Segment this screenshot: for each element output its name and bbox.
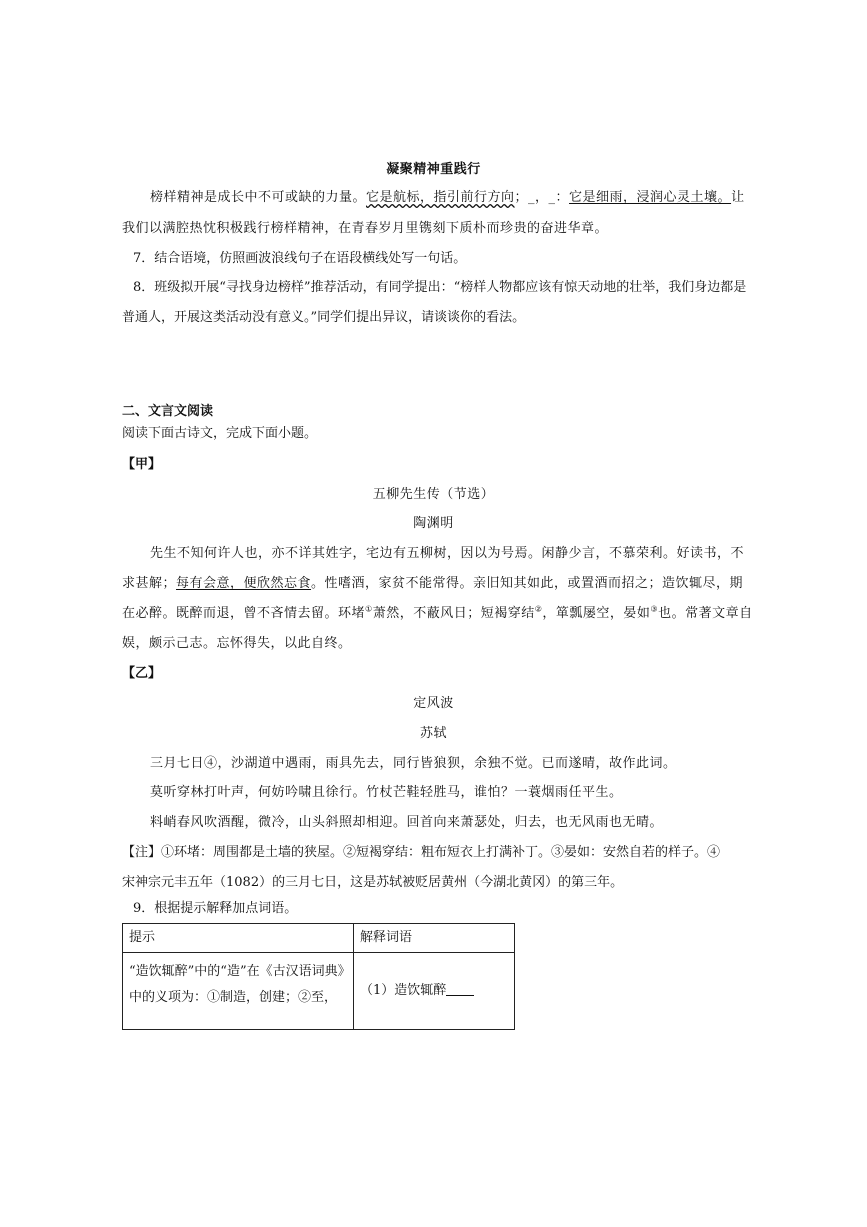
table-header-explain: 解释词语 (354, 924, 515, 953)
wuliu-title: 五柳先生传（节选） (372, 487, 495, 502)
poem-line-1: 莫听穿林打叶声，何妨吟啸且徐行。竹杖芒鞋轻胜马，谁怕？一蓑烟雨任平生。 (150, 785, 623, 800)
poem-line-2: 料峭春风吹酒醒，微冷，山头斜照却相迎。回首向来萧瑟处，归去，也无风雨也无晴。 (150, 815, 664, 830)
wuliu-line-1: 先生不知何许人也，亦不详其姓字，宅边有五柳树，因以为号焉。闲静少言，不慕荣利。好读书，不 (150, 546, 745, 561)
wuliu-line-2: 求甚解；每有会意，便欣然忘食。性嗜酒，家贫不能常得。亲旧知其如此，或置酒而招之；造饮辄尽，期 (122, 576, 744, 591)
wuliu-author: 陶渊明 (413, 516, 454, 531)
passage-title: 凝聚精神重践行 (386, 162, 481, 177)
passage-line-2: 我们以满腔热忱积极践行榜样精神，在青春岁月里镌刻下质朴而珍贵的奋进华章。 (122, 221, 609, 236)
label-jia: 【甲】 (122, 457, 162, 472)
wavy-sentence: 它是航标，指引前行方向 (366, 190, 515, 205)
notes-line-2: 宋神宗元丰五年（1082）的三月七日，这是苏轼被贬居黄州（今湖北黄冈）的第三年。 (122, 875, 624, 890)
notes-line-1: 【注】①环堵：周围都是土墙的狭屋。②短褐穿结：粗布短衣上打满补丁。③晏如：安然自若的样子。④ (122, 845, 721, 860)
footnote-mark: ③ (650, 604, 659, 614)
section-heading: 二、文言文阅读 (122, 404, 214, 419)
question-7: 7．结合语境，仿照画波浪线句子在语段横线处写一句话。 (133, 251, 467, 266)
question-8-line-2: 普通人，开展这类活动没有意义。”同学们提出异议，请谈谈你的看法。 (122, 310, 526, 325)
fill-blank: ；_，_： (514, 190, 570, 205)
table-cell-hint: “造饮辄醉”中的“造”在《古汉语词典》 中的义项为：①制造，创建；②至， (123, 953, 354, 1030)
answer-blank[interactable] (446, 983, 474, 996)
question-9: 9．根据提示解释加点词语。 (133, 901, 298, 916)
table-header-hint: 提示 (123, 924, 354, 953)
underlined-sentence: 它是细雨，浸润心灵土壤。 (569, 190, 732, 205)
table-cell-answer: （1）造饮辄醉 (354, 953, 515, 1030)
footnote-mark: ② (534, 604, 543, 614)
footnote-mark: ① (365, 604, 373, 614)
label-yi: 【乙】 (122, 666, 162, 681)
poem-title: 定风波 (413, 696, 454, 711)
underlined-phrase: 每有会意，便欣然忘食 (176, 576, 312, 591)
wuliu-line-3: 在必醉。既醉而退，曾不吝情去留。环堵①萧然，不蔽风日；短褐穿结②，箪瓢屡空，晏如③也。常著文章自 (122, 604, 753, 621)
poem-author: 苏轼 (419, 726, 447, 741)
poem-preface: 三月七日④，沙湖道中遇雨，雨具先去，同行皆狼狈，余独不觉。已而遂晴，故作此词。 (150, 756, 677, 771)
wuliu-line-4: 娱，颇示己志。忘怀得失，以此自终。 (122, 636, 352, 651)
passage-line-1: 榜样精神是成长中不可或缺的力量。它是航标，指引前行方向；_，_：它是细雨，浸润心灵土壤。让 (150, 190, 745, 205)
question-8-line-1: 8．班级拟开展“寻找身边榜样”推荐活动，有同学提出：“榜样人物都应该有惊天动地的壮举，我们身边都是 (133, 280, 747, 295)
hint-table (122, 923, 515, 1030)
section-intro: 阅读下面古诗文，完成下面小题。 (122, 426, 318, 441)
